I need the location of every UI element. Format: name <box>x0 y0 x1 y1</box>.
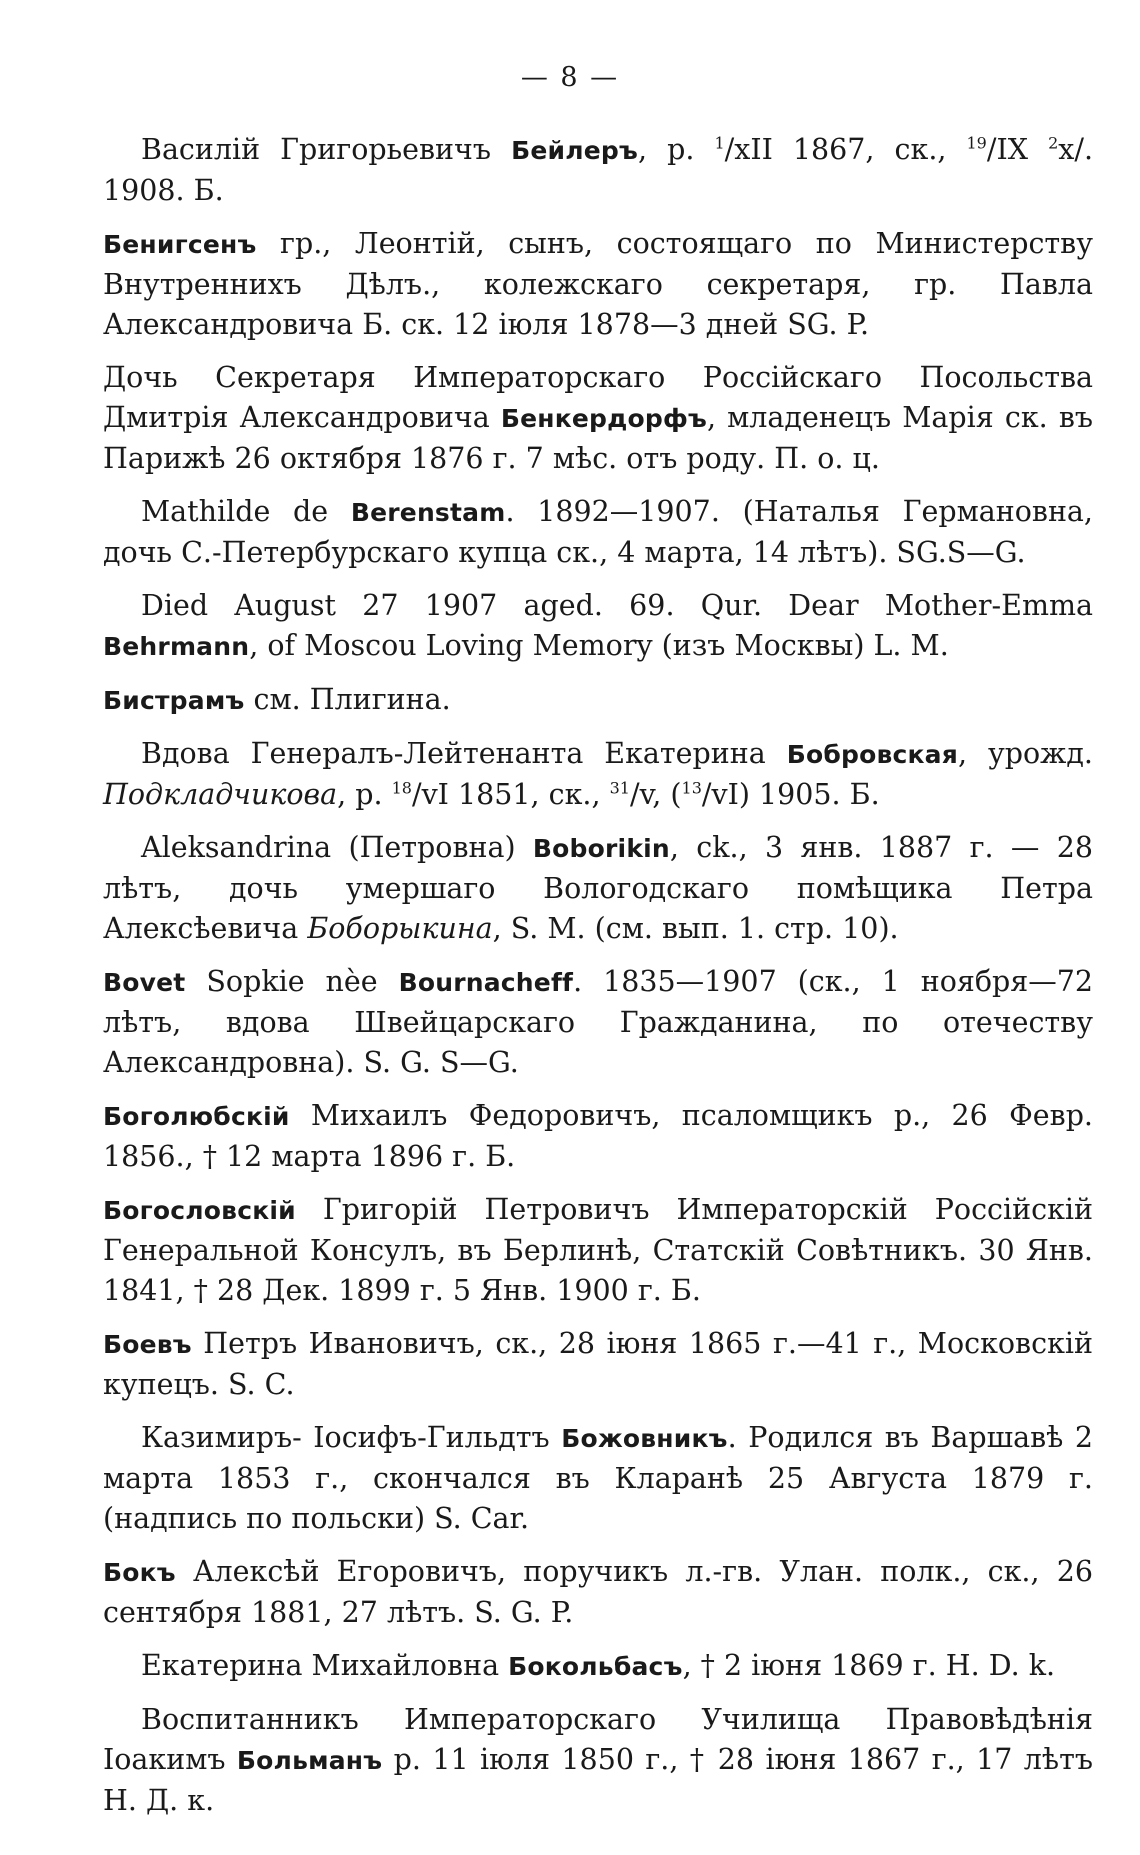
entry-text: . 1892—1907. (Наталья Германовна, дочь С.-Петербурскаго купца ск., 4 марта, 14 лѣтъ). SG.S—G. <box>103 495 1093 569</box>
entry-text: Петръ Ивановичъ, ск., 28 іюня 1865 г.—41 г., Московскій купецъ. S. C. <box>103 1327 1093 1401</box>
entry-text: /IX <box>986 133 1049 166</box>
surname: Behrmann <box>103 632 250 661</box>
entry-text: /vI 1851, ск., <box>411 778 610 811</box>
surname: Бокъ <box>103 1558 176 1587</box>
surname: Боголюбскій <box>103 1102 290 1131</box>
surname: Бокольбасъ <box>508 1652 683 1681</box>
italic-name: Подкладчикова <box>103 778 338 811</box>
date-superscript: 1 <box>714 133 725 153</box>
surname: Bovet <box>103 968 186 997</box>
entry-text: , S. M. (см. вып. 1. стр. 10). <box>492 912 899 945</box>
entry-text: , р. <box>337 778 392 811</box>
entry-text: Sopkie nèe <box>185 965 399 998</box>
entry-text: р. 11 іюля 1850 г., † 28 іюня 1867 г., 17 лѣтъ Н. Д. к. <box>103 1743 1094 1817</box>
surname: Божовникъ <box>561 1424 728 1453</box>
entry-text: , of Moscou Loving Memory (изъ Москвы) L. M. <box>249 629 949 662</box>
entry-text: Казимиръ- Іосифъ-Гильдтъ <box>141 1421 562 1454</box>
surname: Боевъ <box>103 1330 192 1359</box>
register-entry <box>103 1190 1093 1311</box>
entry-text: Михаилъ Федоровичъ, псаломщикъ р., 26 Февр. 1856., † 12 марта 1896 г. Б. <box>103 1099 1093 1173</box>
register-entry <box>103 492 1093 573</box>
surname: Бистрамъ <box>103 686 245 715</box>
entry-text: , младенецъ Марія ск. въ Парижѣ 26 октября 1876 г. 7 мѣс. отъ роду. П. о. ц. <box>103 401 1093 475</box>
register-entry <box>103 358 1093 479</box>
date-superscript: 19 <box>966 133 987 153</box>
entry-text: Mathilde de <box>141 495 351 528</box>
entry-text: , † 2 іюня 1869 г. H. D. k. <box>682 1649 1056 1682</box>
entry-text: Aleksandrina (Петровна) <box>141 831 533 864</box>
entry-text: Died August 27 1907 aged. 69. Qur. Dear Mother-Emma <box>141 589 1093 622</box>
entry-text: , урожд. <box>957 737 1093 770</box>
entry-text: Алексѣй Егоровичъ, поручикъ л.-гв. Улан. полк., ск., 26 сентября 1881, 27 лѣтъ. S. G. P. <box>103 1555 1093 1629</box>
date-superscript: 31 <box>609 778 630 798</box>
surname: Bournacheff <box>398 968 574 997</box>
page-number: — 8 — <box>520 62 620 93</box>
register-entry <box>103 1700 1093 1821</box>
entry-text: гр., Леонтій, сынъ, состоящаго по Министерству Внутреннихъ Дѣлъ., колежскаго секретаря, гр. Павла Александровича Б. ск. 12 іюля 1878—3 дней SG. P. <box>103 227 1093 341</box>
date-superscript: 2 <box>1048 133 1059 153</box>
entry-text: Григорій Петровичъ Императорскій Россійскій Генеральной Консулъ, въ Берлинѣ, Статскій Совѣтникъ. 30 Янв. 1841, † 28 Дек. 1899 г. 5 Янв. 1900 г. Б. <box>103 1193 1093 1307</box>
register-entry <box>103 1096 1093 1177</box>
surname: Бенкердорфъ <box>500 404 707 433</box>
entry-text: Воспитанникъ Императорскаго Училища Правовѣдѣнія Іоакимъ <box>103 1703 1093 1776</box>
italic-name: Боборыкина <box>307 912 493 945</box>
entry-text: Дочь Секретаря Императорскаго Россійскаго Посольства Дмитрія Александровича <box>103 361 1093 434</box>
surname: Больманъ <box>236 1746 383 1775</box>
entry-text: см. Плигина. <box>244 683 451 716</box>
entry-text: /vI) 1905. Б. <box>701 778 880 811</box>
register-entry <box>103 1418 1093 1539</box>
register-entry <box>103 130 1093 211</box>
surname: Boborikin <box>532 834 670 863</box>
surname: Berenstam <box>350 498 506 527</box>
entry-text: Вдова Генералъ-Лейтенанта Екатерина <box>141 737 787 770</box>
entry-text: Василій Григорьевичъ <box>141 133 512 166</box>
register-entry <box>103 1324 1093 1405</box>
register-entry <box>103 1646 1093 1687</box>
entry-text: . Родился въ Варшавѣ 2 марта 1853 г., скончался въ Кларанѣ 25 Августа 1879 г. (надпись по польски) S. Car. <box>103 1421 1093 1535</box>
register-entry <box>103 224 1093 345</box>
entry-text: , р. <box>637 133 715 166</box>
register-entry <box>103 962 1093 1083</box>
surname: Бенигсенъ <box>103 230 257 259</box>
date-superscript: 18 <box>391 778 412 798</box>
surname: Бобровская <box>786 740 958 769</box>
register-entry <box>103 734 1093 815</box>
register-entry <box>103 586 1093 667</box>
entry-text: x/. 1908. Б. <box>103 133 1093 207</box>
surname: Богословскій <box>103 1196 296 1225</box>
entry-text: /xII 1867, ск., <box>724 133 967 166</box>
register-entries <box>103 130 1093 1834</box>
surname: Бейлеръ <box>511 136 638 165</box>
register-entry <box>103 828 1093 949</box>
register-entry <box>103 1552 1093 1633</box>
date-superscript: 13 <box>681 778 702 798</box>
entry-text: . 1835—1907 (ск., 1 ноября—72 лѣтъ, вдова Швейцарскаго Гражданина, по отечеству Александровна). S. G. S—G. <box>103 965 1093 1079</box>
entry-text: , ck., 3 янв. 1887 г. — 28 лѣтъ, дочь умершаго Вологодскаго помѣщика Петра Алексѣевича <box>103 831 1093 945</box>
register-entry <box>103 680 1093 721</box>
entry-text: Екатерина Михайловна <box>141 1649 509 1682</box>
entry-text: /v, ( <box>629 778 682 811</box>
